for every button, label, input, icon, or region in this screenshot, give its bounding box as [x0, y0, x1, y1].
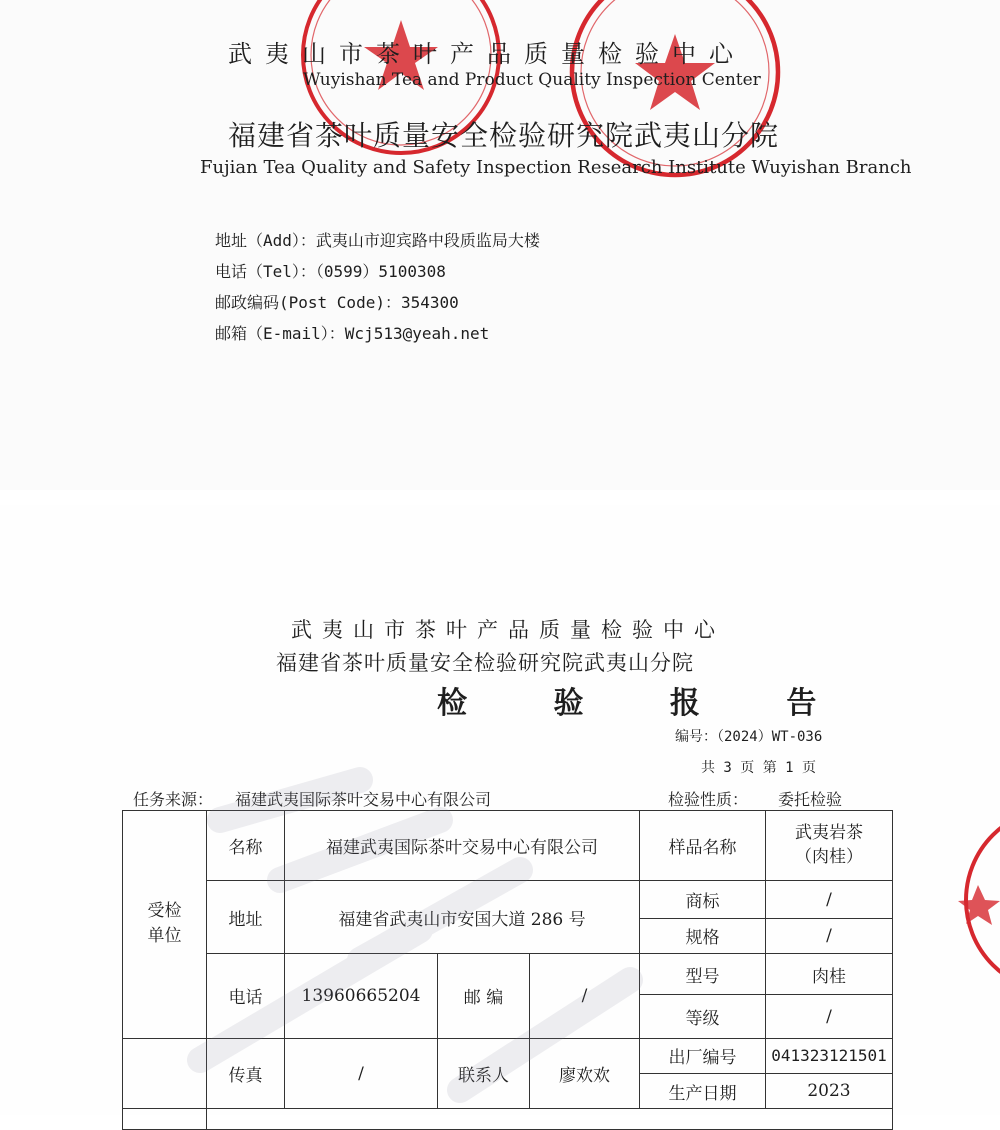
contact-person-label: 联系人	[438, 1038, 530, 1108]
fax-label: 传真	[207, 1038, 285, 1108]
report-title: 检 验 报 告	[437, 686, 855, 721]
task-source-value: 福建武夷国际茶叶交易中心有限公司	[235, 790, 492, 809]
address-label: 地址	[207, 881, 285, 953]
spec-value: /	[766, 918, 893, 953]
letterhead-center-cn: 武夷山市茶叶产品质量检验中心	[228, 40, 746, 68]
institute-seal	[565, 0, 785, 182]
production-date-label: 生产日期	[640, 1074, 766, 1109]
spec-label: 规格	[640, 918, 766, 953]
grade-value: /	[766, 995, 893, 1039]
address-value: 福建省武夷山市安国大道 286 号	[285, 881, 640, 953]
report-page-count: 共 3 页 第 1 页	[701, 760, 817, 776]
production-date-value: 2023	[766, 1074, 893, 1109]
name-value: 福建武夷国际茶叶交易中心有限公司	[285, 811, 640, 881]
name-label: 名称	[207, 811, 285, 881]
factory-no-label: 出厂编号	[640, 1038, 766, 1073]
letterhead-institute-cn: 福建省茶叶质量安全检验研究院武夷山分院	[228, 119, 780, 152]
contact-email: 邮箱（E-mail）：Wcj513@yeah.net	[215, 324, 490, 343]
contact-address: 地址（Add）：武夷山市迎宾路中段质监局大楼	[215, 231, 540, 250]
fax-value: /	[285, 1038, 438, 1108]
factory-no-value: 041323121501	[766, 1038, 893, 1073]
sample-name-value: 武夷岩茶 （肉桂）	[766, 811, 893, 881]
postcode-label: 邮 编	[438, 953, 530, 1038]
brand-value: /	[766, 881, 893, 918]
inspection-nature-label: 检验性质：	[668, 790, 749, 809]
contact-postcode: 邮政编码(Post Code)：354300	[215, 293, 459, 312]
model-value: 肉桂	[766, 953, 893, 994]
phone-label: 电话	[207, 953, 285, 1038]
brand-label: 商标	[640, 881, 766, 918]
partial-seal	[958, 800, 1000, 1000]
watermark-strokes	[160, 760, 680, 1115]
letterhead-center-en: Wuyishan Tea and Product Quality Inspection Center	[303, 70, 761, 90]
inspected-unit-label: 受检 单位	[123, 811, 207, 1039]
grade-label: 等级	[640, 995, 766, 1039]
postcode-value: /	[530, 953, 640, 1038]
report-center-cn: 武夷山市茶叶产品质量检验中心	[291, 618, 725, 642]
contact-phone: 电话（Tel）：（0599）5100308	[215, 262, 446, 281]
task-source-label: 任务来源：	[133, 790, 214, 809]
phone-value: 13960665204	[285, 953, 438, 1038]
model-label: 型号	[640, 953, 766, 994]
sample-name-label: 样品名称	[640, 811, 766, 881]
report-number: 编号：（2024）WT-036	[675, 729, 823, 745]
contact-person-value: 廖欢欢	[530, 1038, 640, 1108]
report-institute-cn: 福建省茶叶质量安全检验研究院武夷山分院	[276, 651, 694, 675]
letterhead-institute-en: Fujian Tea Quality and Safety Inspection Research Institute Wuyishan Branch	[200, 157, 912, 178]
inspection-nature-value: 委托检验	[778, 790, 843, 809]
